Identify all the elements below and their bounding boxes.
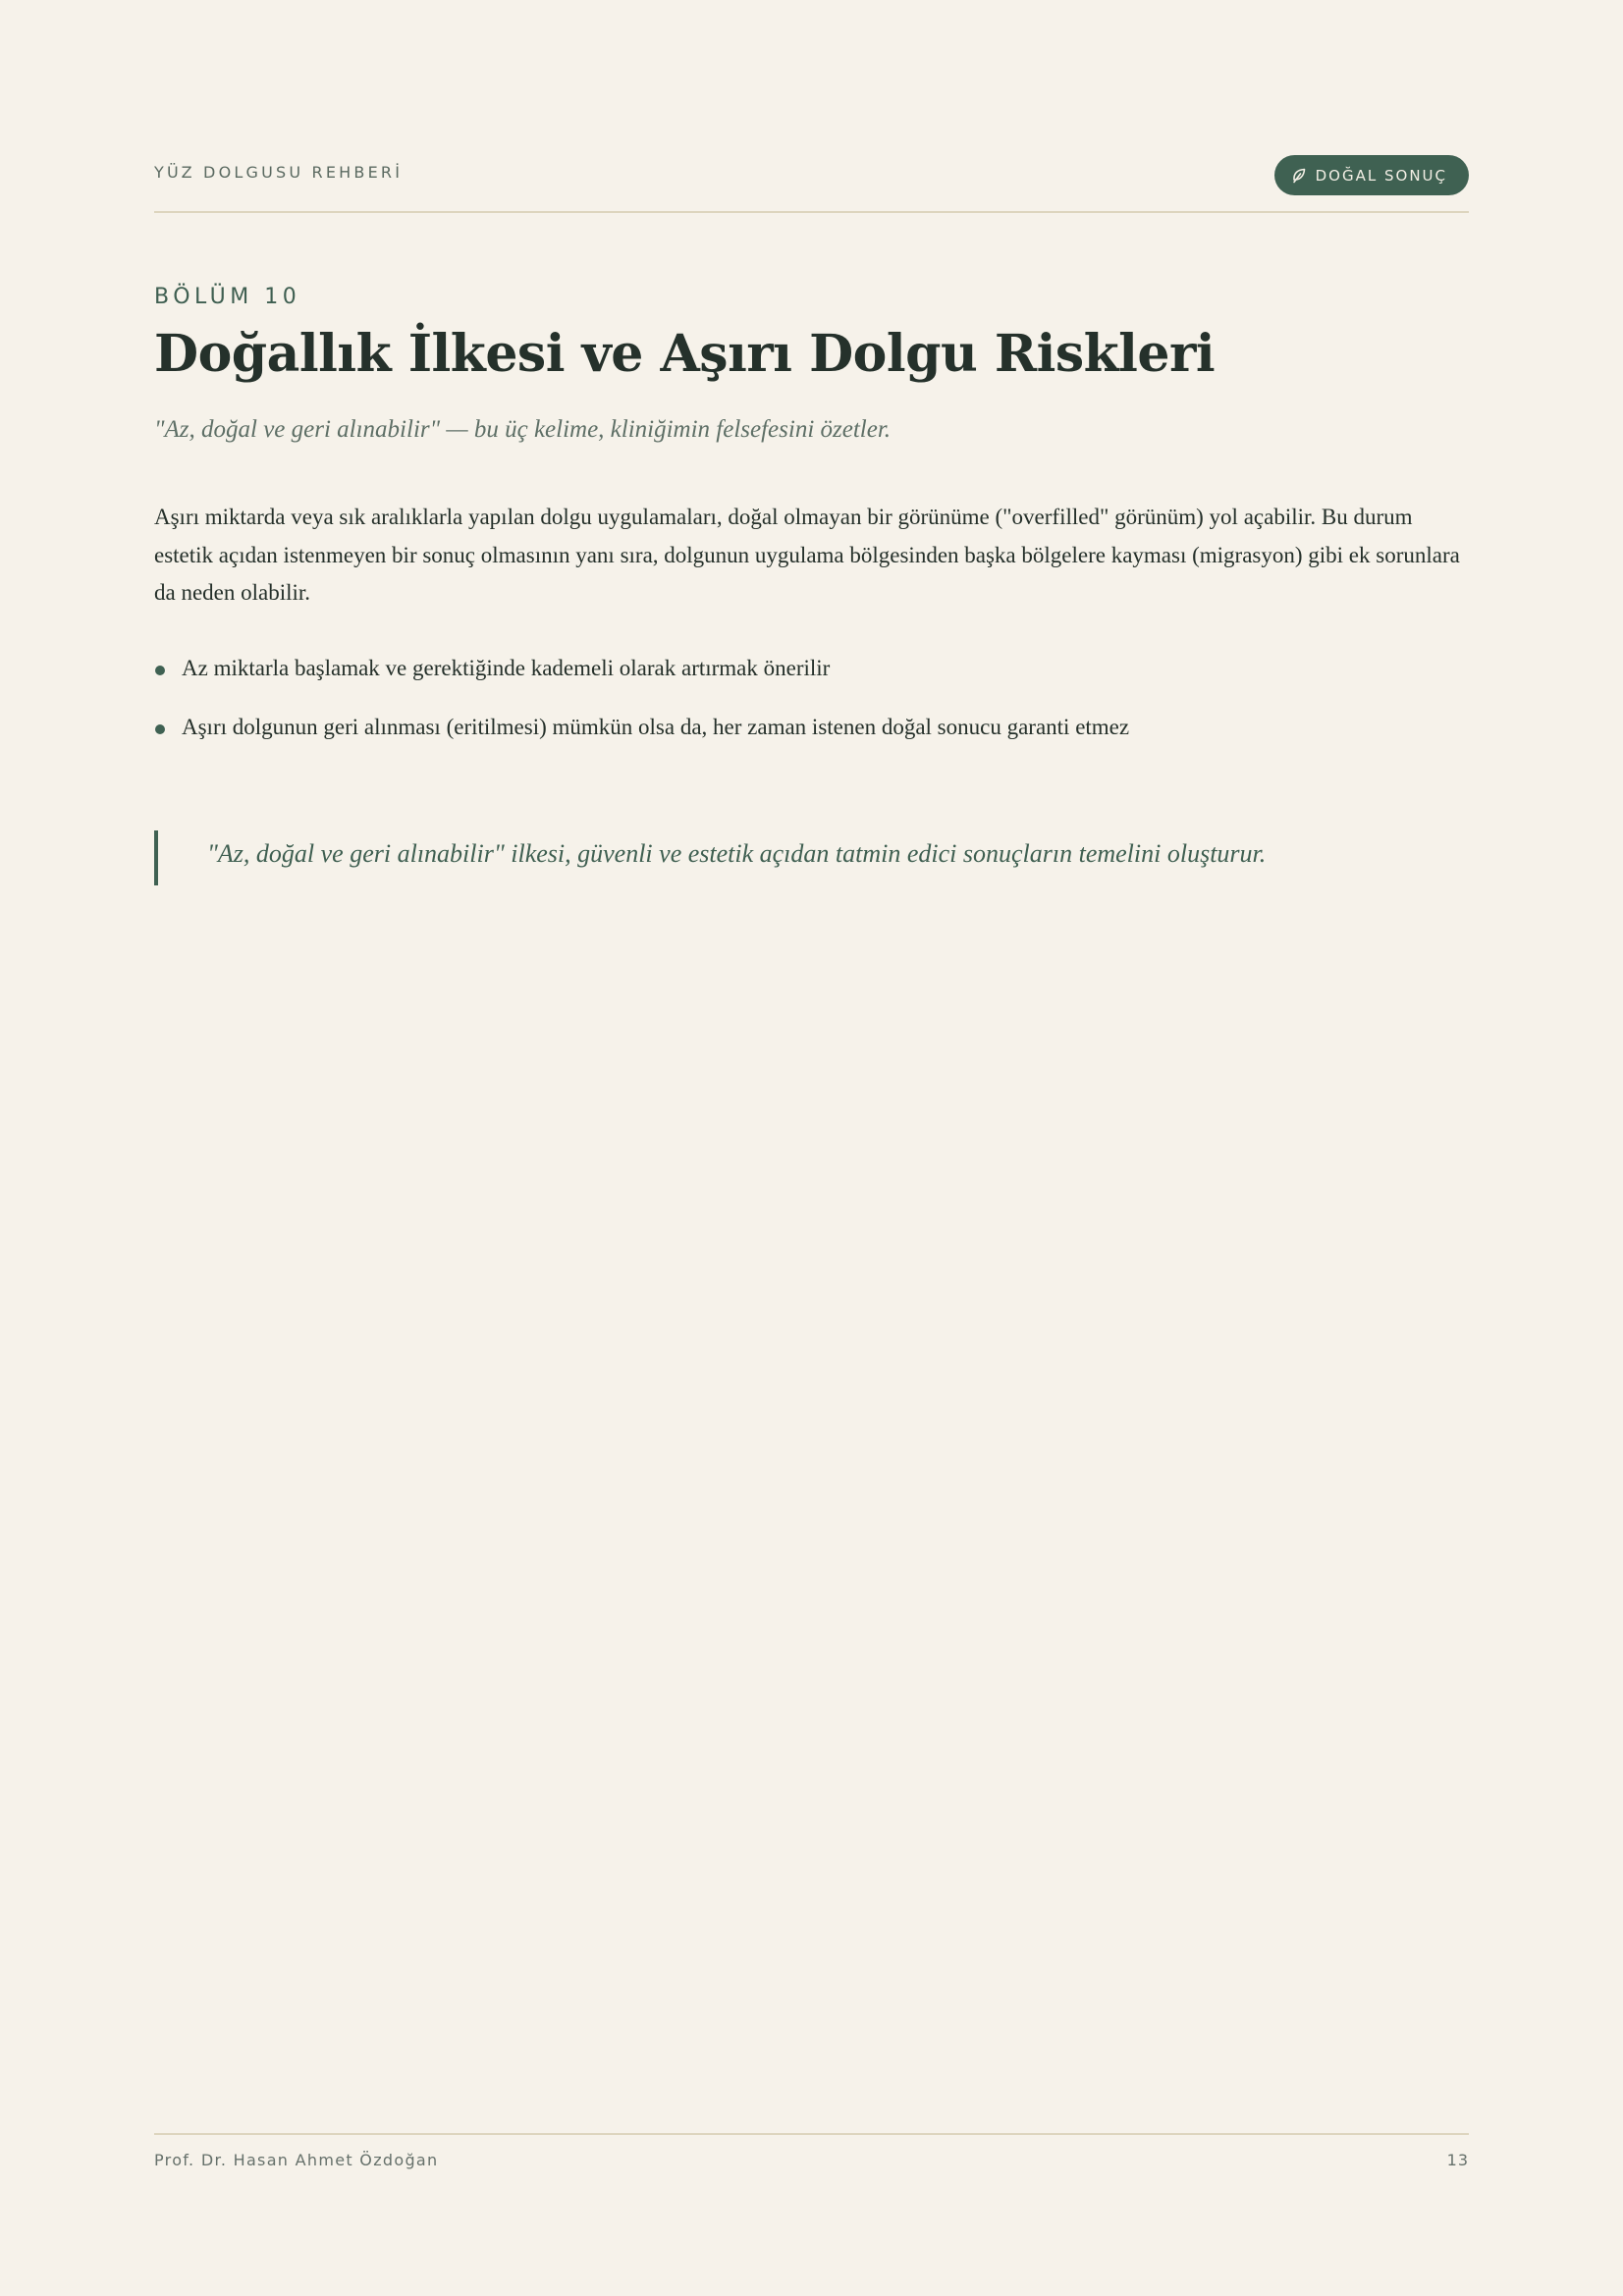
- chapter-title: Doğallık İlkesi ve Aşırı Dolgu Riskleri: [154, 324, 1216, 384]
- list-item-text: Az miktarla başlamak ve gerektiğinde kademeli olarak artırmak önerilir: [182, 656, 831, 680]
- list-item: [154, 650, 1469, 709]
- list-item-text: Aşırı dolgunun geri alınması (eritilmesi) mümkün olsa da, her zaman istenen doğal sonucu garanti etmez: [182, 715, 1130, 739]
- leaf-icon: [1292, 168, 1306, 184]
- chapter-label: BÖLÜM 10: [154, 285, 301, 309]
- pull-quote: [154, 830, 1469, 885]
- natural-result-badge: [1274, 155, 1469, 195]
- body-paragraph: Aşırı miktarda veya sık aralıklarla yapılan dolgu uygulamaları, doğal olmayan bir görünüme ("overfilled" görünüm) yol açabilir. Bu durum estetik açıdan istenmeyen bir sonuç olmasının yanı sıra, dolgunun uygulama bölgesinden başka bölgelere kayması (migrasyon) gibi ek sorunlara da neden olabilir.: [154, 505, 1460, 605]
- page-footer: [154, 2133, 1469, 2169]
- document-page: [154, 0, 1469, 2296]
- header-title: YÜZ DOLGUSU REHBERİ: [154, 163, 404, 182]
- pull-quote-text: "Az, doğal ve geri alınabilir" ilkesi, güvenli ve estetik açıdan tatmin edici sonuçların temelini oluşturur.: [207, 839, 1267, 868]
- bullet-dot: [155, 666, 165, 675]
- bullet-list: [154, 650, 1469, 768]
- footer-author: Prof. Dr. Hasan Ahmet Özdoğan: [154, 2151, 439, 2169]
- list-item: [154, 709, 1469, 768]
- chapter-subtitle: "Az, doğal ve geri alınabilir" — bu üç kelime, kliniğimin felsefesini özetler.: [154, 416, 892, 443]
- bullet-dot: [155, 724, 165, 734]
- page-number: 13: [1446, 2151, 1469, 2169]
- badge-label: DOĞAL SONUÇ: [1315, 166, 1447, 185]
- page-header: [154, 155, 1469, 213]
